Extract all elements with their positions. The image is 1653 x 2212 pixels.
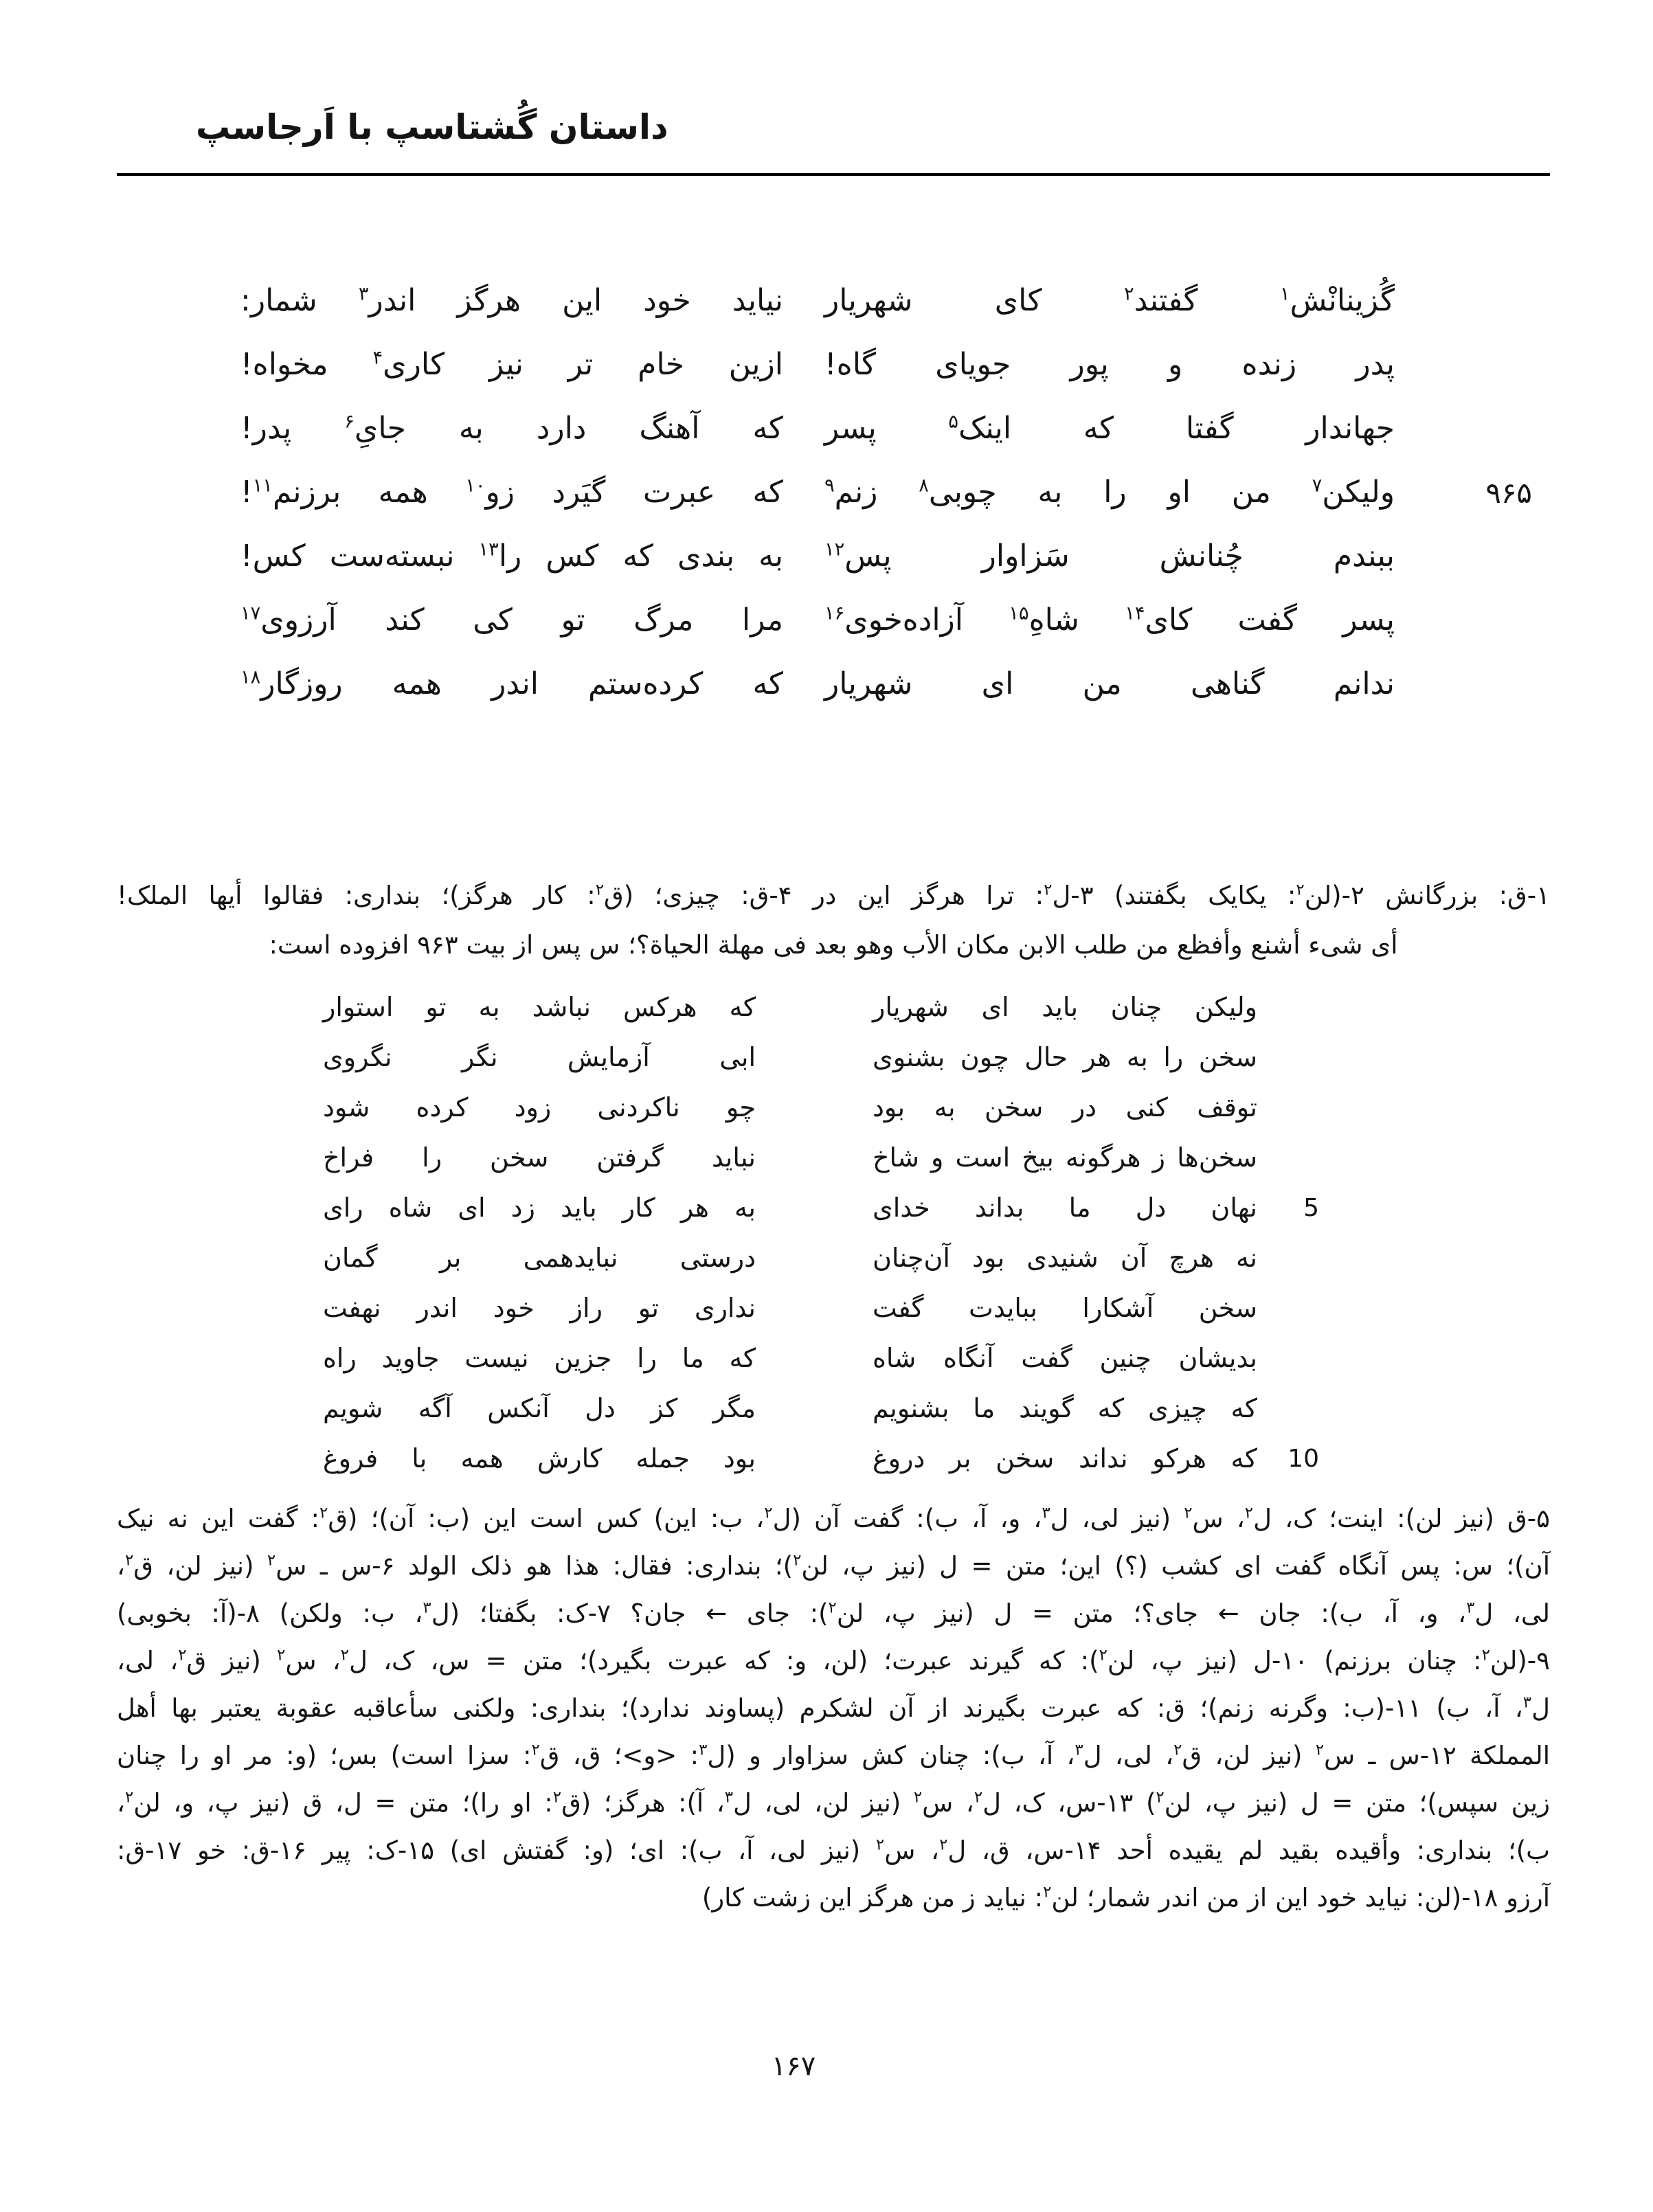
hemistich-left: که کرده‌ستم اندر همه روزگار$^{۱۸}$ [240, 666, 783, 701]
inserted-couplet-row [323, 1091, 1257, 1141]
hemistich-right: پدر زنده و پور جویای گاه! [824, 347, 1395, 382]
hemistich-right: نه هرچ آن شنیدی بود آن‌چنان [873, 1243, 1257, 1273]
couplet-row [240, 280, 1395, 344]
hemistich-right: نهان دل ما بداند خدای [873, 1193, 1257, 1223]
apparatus-line: ۵-ق (نیز لن): اینت؛ ک، ل$^۲$، س$^۲$ (نیز لی، ل$^۳$، و، آ، ب): گفت آن (ل$^۲$، ب: این) کس است این (ب: آن)؛ (ق$^۲$: گفت این نه نیک [117, 1504, 1550, 1533]
couplet-row [240, 664, 1395, 727]
inserted-couplet-row [323, 1342, 1257, 1392]
header-rule [117, 173, 1550, 176]
hemistich-right: ولیکن چنان باید ای شهریار [873, 992, 1257, 1022]
hemistich-right: ولیکن$^۷$ من او را به چوبی$^۸$ زنم$^۹$ [824, 475, 1395, 510]
marginal-verse-number: ۹۶۵ [1485, 476, 1532, 510]
hemistich-right: جهاندار گفتا که اینک$^۵$ پسر [824, 411, 1395, 446]
inserted-couplet-row [323, 1442, 1319, 1492]
hemistich-left: که عبرت گیَرد زو$^{۱۰}$ همه برزنم$^{۱۱}$! [240, 475, 783, 510]
hemistich-right: سخن آشکارا ببایدت گفت [873, 1293, 1257, 1323]
inserted-verse-number: 10 [1287, 1445, 1319, 1473]
hemistich-left: مرا مرگ تو کی کند آرزوی$^{۱۷}$ [240, 602, 783, 637]
inserted-couplet-row [323, 1191, 1319, 1241]
inserted-couplet-row [323, 1241, 1257, 1291]
hemistich-left: درستی نبایدهمی بر گمان [323, 1243, 756, 1273]
couplet-row [240, 344, 1395, 408]
hemistich-left: چو ناکردنی زود کرده شود [323, 1092, 756, 1122]
apparatus-line: ل$^۳$، آ، ب) ۱۱-(ب: وگرنه زنم)؛ ق: که عبرت بگیرند از آن لشکرم (پساوند ندارد)؛ بنداری: ولکنی سأعاقبه عقوبة یعتبر بها أهل [117, 1693, 1551, 1723]
couplet-row [240, 408, 1395, 472]
hemistich-left: که آهنگ دارد به جایِ$^۶$ پدر! [240, 411, 783, 446]
footnote-inserted-verse [323, 991, 1319, 1492]
hemistich-right: توقف کنی در سخن به بود [873, 1092, 1257, 1122]
apparatus-line: لی، ل$^۳$، و، آ، ب): جان ← جای؟؛ متن = ل (نیز پ، لن$^۲$): جای ← جان؟ ۷-ک: بگفتا؛ (ل$^۳$، ب: ولکن) ۸-(آ: بخوبی) [117, 1599, 1551, 1628]
inserted-couplet-row [323, 1291, 1257, 1342]
couplet-row [240, 472, 1532, 536]
hemistich-right: ندانم گناهی من ای شهریار [824, 666, 1395, 701]
hemistich-left: بود جمله کارش همه با فروغ [323, 1443, 756, 1474]
hemistich-left: ازین خام تر نیز کاری$^۴$ مخواه! [240, 347, 783, 382]
apparatus-line: ۹-(لن$^۲$: چنان برزنم) ۱۰-ل (نیز پ، لن$^۲$): که گیرند عبرت؛ (لن، و: که عبرت بگیرد)؛ متن = س، ک، ل$^۲$، س$^۲$ (نیز ق$^۲$، لی، [117, 1646, 1551, 1675]
hemistich-left: که هرکس نباشد به تو استوار [323, 992, 756, 1022]
hemistich-left: ابی آزمایش نگر نگروی [323, 1042, 756, 1072]
footnote-line: أی شیء أشنع وأفظع من طلب الابن مکان الأب وهو بعد فی مهلة الحیاة؟؛ س پس از بیت ۹۶۳ افزوده است: [269, 930, 1398, 960]
apparatus-line: زین سپس)؛ متن = ل (نیز پ، لن$^۲$) ۱۳-س، ک، ل$^۲$، س$^۲$ (نیز لن، لی، ل$^۳$، آ): هرگز؛ (ق$^۲$: او را)؛ متن = ل، ق (نیز پ، و، لن$^۲$، [117, 1788, 1550, 1818]
inserted-couplet-row [323, 1041, 1257, 1091]
hemistich-right: که چیزی که گویند ما بشنویم [873, 1393, 1257, 1423]
inserted-couplet-row [323, 1392, 1257, 1442]
inserted-couplet-row [323, 1141, 1257, 1191]
critical-apparatus [117, 1501, 1550, 1928]
hemistich-right: ببندم چُنانش سَزاوار پس$^{۱۲}$ [824, 539, 1395, 574]
hemistich-left: نداری تو راز خود اندر نهفت [323, 1293, 756, 1323]
hemistich-left: به هر کار باید زد ای شاه رای [323, 1193, 756, 1223]
page-title: داستان گُشتاسپ با اَرجاسپ [196, 107, 668, 147]
apparatus-line: آن)؛ س: پس آنگاه گفت ای کشب (؟) این؛ متن = ل (نیز پ، لن$^۲$)؛ بنداری: فقال: هذا هو ذلک الولد ۶-س ـ س$^۲$ (نیز لن، ق$^۲$، [117, 1551, 1551, 1581]
hemistich-left: مگر کز دل آنکس آگه شویم [323, 1393, 756, 1423]
hemistich-right: که هرکو نداند سخن بر دروغ [873, 1443, 1257, 1474]
hemistich-left: که ما را جزین نیست جاوید راه [323, 1343, 756, 1373]
couplet-row [240, 536, 1395, 600]
inserted-verse-number: 5 [1303, 1194, 1319, 1222]
hemistich-left: به بندی که کس را$^{۱۳}$ نبسته‌ست کس! [240, 539, 783, 574]
hemistich-right: گُزینانْش$^۱$ گفتند$^۲$ کای شهریار [824, 283, 1395, 318]
footnote-line: ۱-ق: بزرگانش ۲-(لن$^۲$: یکایک بگفتند) ۳-ل$^۲$: ترا هرگز این در ۴-ق: چیزی؛ (ق$^۲$: کار هرگز)؛ بنداری: فقالوا أیها الملک! [117, 881, 1550, 910]
hemistich-left: نباید گرفتن سخن را فراخ [323, 1142, 756, 1173]
couplet-row [240, 600, 1395, 664]
hemistich-right: سخن را به هر حال چون بشنوی [873, 1042, 1257, 1072]
main-poem [240, 280, 1532, 727]
hemistich-right: سخن‌ها ز هرگونه بیخ است و شاخ [873, 1142, 1257, 1173]
inserted-couplet-row [323, 991, 1257, 1041]
page-number: ۱۶۷ [771, 2051, 816, 2082]
apparatus-line: ب)؛ بنداری: وأقیده بقید لم یقیده أحد ۱۴-س، ق، ل$^۲$، س$^۲$ (نیز لی، آ، ب): ای؛ (و: گفتش ای) ۱۵-ک: پیر ۱۶-ق: خو ۱۷-ق: [117, 1836, 1550, 1865]
hemistich-right: بدیشان چنین گفت آنگاه شاه [873, 1343, 1257, 1373]
hemistich-left: نیاید خود این هرگز اندر$^۳$ شمار: [240, 283, 783, 318]
apparatus-line: آرزو ۱۸-(لن: نیاید خود این از من اندر شمار؛ لن$^۲$: نیاید ز من هرگز این زشت کار) [701, 1883, 1550, 1912]
apparatus-line: المملکة ۱۲-س ـ س$^۲$ (نیز لن، ق$^۲$، لی، ل$^۳$، آ، ب): چنان کش سزاوار و (ل$^۳$: <و>؛ ق، ق$^۲$: سزا است) بس؛ (و: مر او را چنان [117, 1741, 1551, 1770]
hemistich-right: پسر گفت کای$^{۱۴}$ شاهِ$^{۱۵}$ آزاده‌خوی$^{۱۶}$ [824, 602, 1395, 637]
